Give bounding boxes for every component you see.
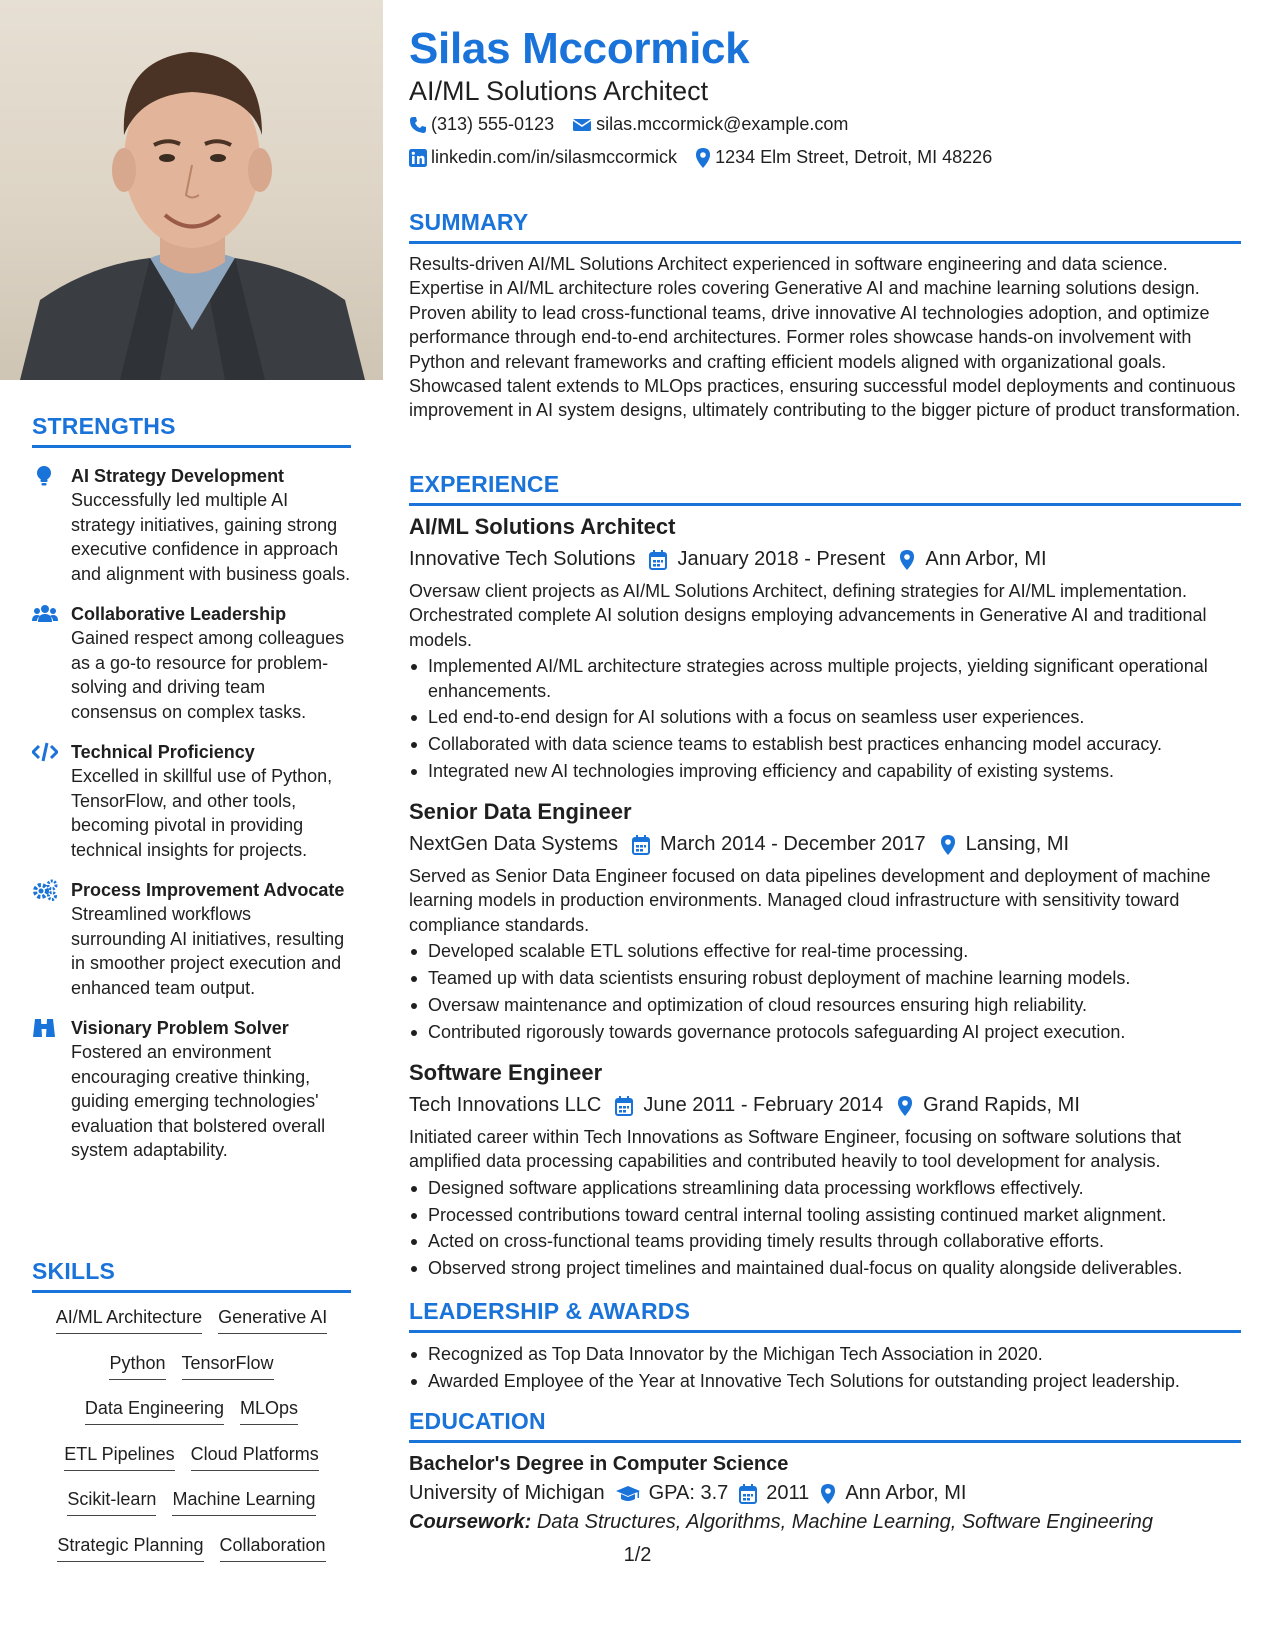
- summary-divider: [409, 241, 1241, 244]
- location-pin-icon: [820, 1484, 836, 1504]
- job-title: AI/ML Solutions Architect: [409, 514, 676, 539]
- job-company: NextGen Data Systems: [409, 833, 618, 855]
- calendar-icon: [632, 835, 650, 855]
- skill-tag: Collaboration: [220, 1533, 326, 1562]
- job-description: Oversaw client projects as AI/ML Solutions Architect, defining strategies for AI/ML implementation. Orchestrated complete AI solution designs employing advancements in Generative AI and traditional models.: [409, 581, 1207, 650]
- strength-title: AI Strategy Development: [71, 466, 285, 486]
- skill-tag: Scikit-learn: [67, 1487, 156, 1516]
- strength-item: [32, 464, 351, 586]
- gears-icon: [32, 879, 58, 901]
- job-dates: March 2014 - December 2017: [659, 833, 926, 855]
- graduation-cap-icon: [616, 1485, 640, 1503]
- calendar-icon: [739, 1484, 757, 1504]
- job-title: Software Engineer: [409, 1060, 603, 1085]
- binoculars-icon: [32, 1017, 58, 1039]
- job-bullet: Collaborated with data science teams to establish best practices enhancing model accuracy.: [409, 732, 1241, 756]
- location-pin-icon: [695, 148, 711, 168]
- education-divider: [409, 1440, 1241, 1443]
- job-bullet: Oversaw maintenance and optimization of cloud resources ensuring high reliability.: [409, 993, 1241, 1017]
- linkedin-icon: [409, 149, 427, 167]
- address-text: 1234 Elm Street, Detroit, MI 48226: [715, 147, 993, 167]
- job-bullet: Observed strong project timelines and maintained dual-focus on quality alongside deliverables.: [409, 1256, 1241, 1280]
- skill-tag: Strategic Planning: [57, 1533, 203, 1562]
- strengths-title: STRENGTHS: [32, 413, 176, 439]
- job-bullet: Led end-to-end design for AI solutions with a focus on seamless user experiences.: [409, 705, 1241, 729]
- leadership-divider: [409, 1330, 1241, 1333]
- location-pin-icon: [899, 550, 915, 570]
- skill-tag: AI/ML Architecture: [56, 1305, 202, 1334]
- award-bullet: Recognized as Top Data Innovator by the Michigan Tech Association in 2020.: [409, 1342, 1241, 1366]
- strength-desc: Gained respect among colleagues as a go-to resource for problem-solving and driving team consensus on complex tasks.: [71, 628, 345, 722]
- left-column: [0, 0, 383, 1650]
- coursework-line: [409, 1511, 1241, 1534]
- summary-title: SUMMARY: [409, 209, 529, 235]
- job-company: Tech Innovations LLC: [409, 1094, 602, 1116]
- strength-title: Collaborative Leadership: [71, 604, 287, 624]
- strengths-section: [32, 413, 351, 1163]
- education-title: EDUCATION: [409, 1408, 546, 1434]
- job-title: Senior Data Engineer: [409, 799, 632, 824]
- calendar-icon: [615, 1096, 633, 1116]
- skill-tag: Data Engineering: [85, 1396, 224, 1425]
- skills-divider: [32, 1290, 351, 1293]
- experience-title: EXPERIENCE: [409, 471, 560, 497]
- job-description: Served as Senior Data Engineer focused on data pipelines development and deployment of machine learning models in production environments. Managed cloud infrastructure with sensitivity toward compliance standards.: [409, 866, 1211, 935]
- coursework-label: Coursework:: [409, 1511, 532, 1533]
- users-icon: [32, 603, 58, 625]
- lightbulb-icon: [32, 465, 58, 487]
- degree-title: Bachelor's Degree in Computer Science: [409, 1453, 789, 1475]
- skills-title: SKILLS: [32, 1258, 115, 1284]
- skill-tag: Machine Learning: [172, 1487, 315, 1516]
- email-link[interactable]: silas.mccormick@example.com: [596, 114, 849, 134]
- job-location: Lansing, MI: [965, 833, 1070, 855]
- linkedin-link[interactable]: linkedin.com/in/silasmccormick: [431, 147, 678, 167]
- strength-desc: Streamlined workflows surrounding AI initiatives, resulting in smoother project execution and enhanced team output.: [71, 904, 345, 998]
- job-bullet: Acted on cross-functional teams providing timely results through collaborative efforts.: [409, 1229, 1241, 1253]
- skill-tag: TensorFlow: [182, 1351, 274, 1380]
- skills-section: [32, 1258, 351, 1578]
- job-location: Grand Rapids, MI: [923, 1094, 1080, 1116]
- job-entry: [409, 799, 1241, 1046]
- leadership-title: LEADERSHIP & AWARDS: [409, 1298, 691, 1324]
- job-bullet: Designed software applications streamlining data processing workflows effectively.: [409, 1176, 1241, 1200]
- coursework-text: Data Structures, Algorithms, Machine Learning, Software Engineering: [536, 1511, 1154, 1533]
- job-location: Ann Arbor, MI: [925, 548, 1047, 570]
- job-entry: [409, 1060, 1241, 1283]
- experience-section: [409, 471, 1241, 506]
- code-icon: [32, 741, 58, 763]
- contact-row: [409, 114, 848, 135]
- job-bullet: Integrated new AI technologies improving efficiency and capability of existing systems.: [409, 759, 1241, 783]
- job-bullet: Developed scalable ETL solutions effective for real-time processing.: [409, 939, 1241, 963]
- job-entry: [409, 514, 1241, 786]
- envelope-icon: [572, 117, 592, 133]
- job-company: Innovative Tech Solutions: [409, 548, 636, 570]
- job-bullet: Implemented AI/ML architecture strategies across multiple projects, yielding significant operational enhancements.: [409, 654, 1241, 703]
- strength-desc: Fostered an environment encouraging creative thinking, guiding emerging technologies' evaluation that bolstered overall system adaptability.: [71, 1042, 326, 1160]
- experience-divider: [409, 503, 1241, 506]
- phone-icon: [409, 116, 427, 134]
- job-bullet: Contributed rigorously towards governance protocols safeguarding AI project execution.: [409, 1020, 1241, 1044]
- skill-tag: ETL Pipelines: [64, 1442, 174, 1471]
- skill-tag: Python: [109, 1351, 165, 1380]
- phone-link[interactable]: (313) 555-0123: [431, 114, 555, 134]
- award-bullet: Awarded Employee of the Year at Innovative Tech Solutions for outstanding project leadership.: [409, 1369, 1241, 1393]
- job-description: Initiated career within Tech Innovations as Software Engineer, focusing on software solutions that amplified data processing capabilities and contributed heavily to tool development for analysis.: [409, 1127, 1182, 1172]
- strength-title: Process Improvement Advocate: [71, 880, 345, 900]
- profile-photo: [0, 0, 383, 380]
- job-bullet: Teamed up with data scientists ensuring robust deployment of machine learning models.: [409, 966, 1241, 990]
- education-section: [409, 1408, 1241, 1534]
- school-name: University of Michigan: [409, 1482, 605, 1504]
- page-number: 1/2: [623, 1544, 652, 1566]
- location-pin-icon: [940, 835, 956, 855]
- candidate-name: Silas Mccormick: [409, 24, 750, 73]
- strength-title: Technical Proficiency: [71, 742, 255, 762]
- strength-desc: Excelled in skillful use of Python, TensorFlow, and other tools, becoming pivotal in providing technical insights for projects.: [71, 766, 333, 860]
- job-dates: June 2011 - February 2014: [643, 1094, 884, 1116]
- job-bullet: Processed contributions toward central internal tooling assisting continued market alignment.: [409, 1203, 1241, 1227]
- contact-row: [409, 147, 992, 168]
- job-dates: January 2018 - Present: [677, 548, 886, 570]
- strength-desc: Successfully led multiple AI strategy initiatives, gaining strong executive confidence in approach and alignment with business goals.: [71, 490, 351, 584]
- gpa-text: GPA: 3.7: [648, 1482, 729, 1504]
- strength-item: [32, 1016, 351, 1163]
- leadership-section: [409, 1298, 1241, 1396]
- strengths-divider: [32, 445, 351, 448]
- summary-text: Results-driven AI/ML Solutions Architect experienced in software engineering and data science. Expertise in AI/ML architecture roles covering Generative AI and machine learning solutions design. Proven ability to lead cross-functional teams, drive innovative AI technologies adoption, and optimize performance through end-to-end architectures. Former roles showcase hands-on involvement with Python and relevant frameworks and crafting efficient models aligned with organizational goals. Showcased talent extends to MLOps practices, ensuring successful model deployments and continuous improvement in AI system designs, ultimately contributing to the bigger picture of product transformation.: [409, 254, 1241, 421]
- summary-section: [409, 209, 1241, 423]
- strength-item: [32, 602, 351, 724]
- strength-title: Visionary Problem Solver: [71, 1018, 289, 1038]
- candidate-role: AI/ML Solutions Architect: [409, 76, 709, 106]
- skill-tag: Cloud Platforms: [191, 1442, 319, 1471]
- calendar-icon: [649, 550, 667, 570]
- graduation-year: 2011: [766, 1482, 810, 1504]
- strength-item: [32, 878, 351, 1000]
- location-pin-icon: [897, 1096, 913, 1116]
- strength-item: [32, 740, 351, 862]
- skill-tag: Generative AI: [218, 1305, 327, 1334]
- skill-tag: MLOps: [240, 1396, 298, 1425]
- school-location: Ann Arbor, MI: [845, 1482, 967, 1504]
